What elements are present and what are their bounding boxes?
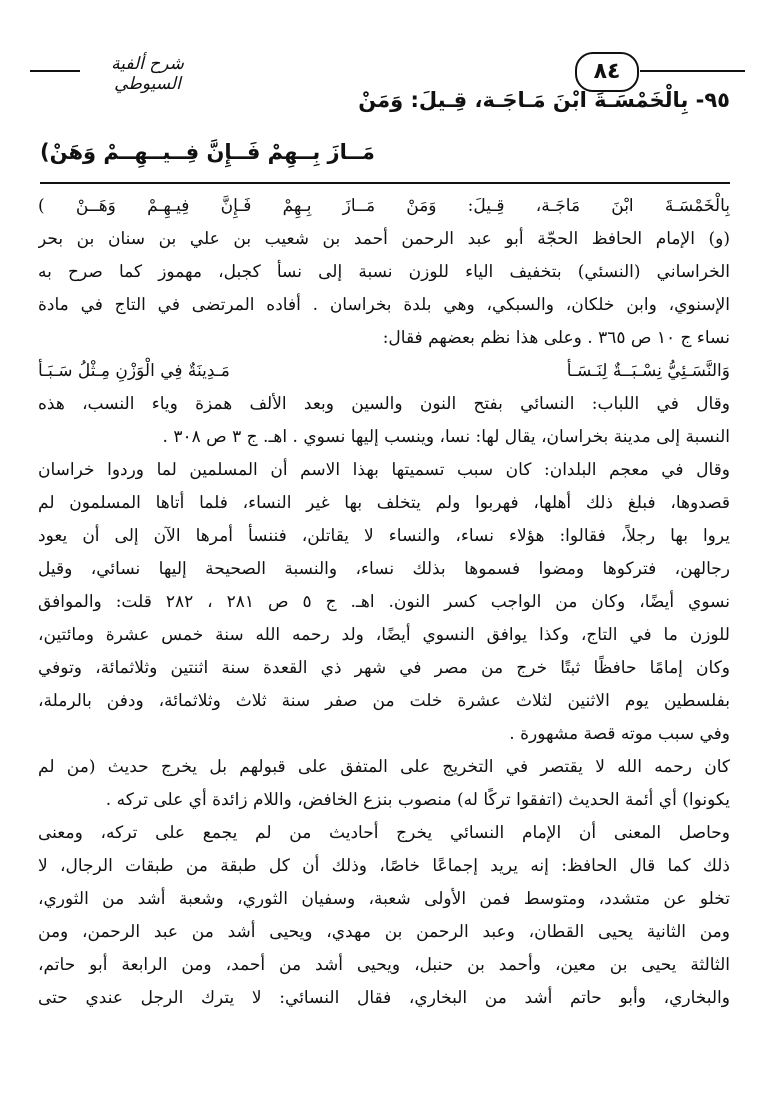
text-line: الثالثة يحيى بن معين، وأحمد بن حنبل، ويحيى أشد من أحمد، ومن الرابعة أبو حاتم، <box>38 955 730 975</box>
text-line: النسبة إلى مدينة بخراسان، يقال لها: نسا، وينسب إليها نسوي . اهـ. ج ٣ ص ٣٠٨ . <box>162 427 730 447</box>
text-line: تخلو عن متشدد، ومتوسط فمن الأولى شعبة، وسفيان الثوري، وشعبة أشد من الثوري، <box>38 889 730 909</box>
text-line: والبخاري، وأبو حاتم أشد من البخاري، فقال النسائي: لا يترك الرجل عندي حتى <box>38 988 730 1008</box>
text-line: الإسنوي، وابن خلكان، والسبكي، وهي بلدة بخراسان . أفاده المرتضى في التاج في مادة <box>38 295 730 315</box>
text-line: ومن الثانية يحيى القطان، وعبد الرحمن بن مهدي، ويحيى أشد من عبد الرحمن، ومن <box>38 922 730 942</box>
page-number: ٨٤ <box>575 52 639 92</box>
text-line: بِالْخَمْسَـةَ ابْنَ مَاجَـة، قِـيلَ: وَمَنْ مَــازَ بِـهِمْ فَـإِنَّ فِيـهِـمْ وَهَــنْ ) <box>38 196 730 216</box>
text-line: وحاصل المعنى أن الإمام النسائي يخرج أحاديث من لم يجمع على تركه، ومعنى <box>38 823 730 843</box>
header-rule-left <box>30 70 80 72</box>
text-line: كان رحمه الله لا يقتصر في التخريج على المتفق على قبولهم بل يخرج حديث (من لم <box>38 757 730 777</box>
text-line: وقال في معجم البلدان: كان سبب تسميتها بهذا الاسم أن المسلمين لما وردوا خراسان <box>38 460 730 480</box>
text-line: ذلك كما قال الحافظ: إنه يريد إجماعًا خاصًا، وذلك أن كل طبقة من طبقات الرجال، لا <box>38 856 730 876</box>
poem-hemistich-left: مَـدِينَةٌ فِي الْوَزْنِ مِـثْلُ سَـبَـأ <box>38 361 230 381</box>
text-line: بفلسطين يوم الاثنين لثلاث عشرة خلت من صفر سنة ثلاث وثلاثمائة، ودفن بالرملة، <box>38 691 730 711</box>
verse-line-1: ٩٥- بِالْخَمْسَـةَ ابْنَ مَـاجَـة، قِـيلَ: وَمَنْ <box>358 88 730 112</box>
text-line: يكونوا) أي أئمة الحديث (اتفقوا تركًا له) منصوب بنزع الخافض، واللام زائدة أي على تركه . <box>105 790 730 810</box>
text-line: (و) الإمام الحافظ الحجّة أبو عبد الرحمن أحمد بن شعيب بن علي بن سنان بن بحر <box>38 229 730 249</box>
text-line: وفي سبب موته قصة مشهورة . <box>509 724 730 744</box>
verse-separator <box>40 182 730 184</box>
text-line: وكان إمامًا حافظًا ثبتًا خرج من مصر في شهر ذي القعدة سنة اثنتين وثلاثمائة، وتوفي <box>38 658 730 678</box>
poem-hemistich-right: وَالنَّسَـئِيُّ نِسْـبَــةٌ لِنَـسَـأ <box>566 361 730 381</box>
text-line: رجالهن، فتركوها ومضوا فسموها بذلك نساء، والنسبة الصحيحة إليها نسائي، وقيل <box>38 559 730 579</box>
text-line: للوزن ما في التاج، وكذا يوافق النسوي أيضًا، ولد رحمه الله سنة خمس عشرة ومائتين، <box>38 625 730 645</box>
verse-line-2: مَــازَ بِــهِمْ فَــإِنَّ فِــيــهِــمْ وَهَنْ) <box>40 140 375 164</box>
text-line: قصدوها، فبلغ ذلك أهلها، فهربوا ولم يتخلف بها غير النساء، فلما أتاها المسلمون لم <box>38 493 730 513</box>
poem-line <box>38 355 730 388</box>
text-line: وقال في اللباب: النسائي بفتح النون والسين وبعد الألف همزة وياء النسب، هذه <box>38 394 730 414</box>
commentary-body <box>38 190 730 1015</box>
text-line: الخراساني (النسئي) بتخفيف الياء للوزن نسبة إلى نسأ كجبل، مهموز كما صرح به <box>38 262 730 282</box>
running-title: شرح ألفية السيوطي <box>111 54 184 94</box>
text-line: يروا بها رجلاً، فقالوا: هؤلاء نساء، والنساء لا يقاتلن، فننسأ أمرها الآن إلى أن يعود <box>38 526 730 546</box>
text-line: نساء ج ١٠ ص ٣٦٥ . وعلى هذا نظم بعضهم فقال: <box>382 328 730 348</box>
header-rule-right <box>640 70 745 72</box>
text-line: نسوي أيضًا، وكان من الواجب كسر النون. اهـ. ج ٥ ص ٢٨١ ، ٢٨٢ قلت: والموافق <box>38 592 730 612</box>
